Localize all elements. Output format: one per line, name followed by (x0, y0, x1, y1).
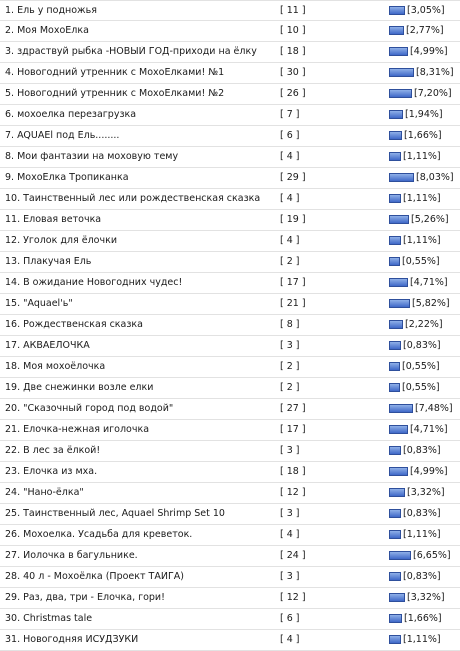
poll-option-votes: [ 17 ] (280, 277, 306, 288)
vote-share-bar (389, 278, 408, 287)
poll-option-label: 1. Ель у подножья (5, 5, 97, 16)
poll-option-percent: [1,11%] (403, 193, 441, 204)
poll-option-percent: [4,99%] (410, 466, 448, 477)
vote-share-bar (389, 215, 409, 224)
poll-option-row (0, 378, 460, 399)
vote-share-bar (389, 173, 414, 182)
poll-option-row (0, 336, 460, 357)
poll-option-bar-cell (389, 551, 411, 561)
vote-share-bar (389, 488, 405, 497)
poll-option-bar-cell (389, 320, 403, 330)
poll-option-label: 8. Мои фантазии на моховую тему (5, 151, 179, 162)
poll-option-percent: [0,83%] (403, 445, 441, 456)
poll-option-bar-cell (389, 467, 408, 477)
poll-option-row (0, 42, 460, 63)
poll-option-row (0, 210, 460, 231)
poll-option-row (0, 609, 460, 630)
vote-share-bar (389, 89, 412, 98)
poll-option-bar-cell (389, 89, 412, 99)
poll-option-row (0, 567, 460, 588)
poll-option-percent: [6,65%] (413, 550, 451, 561)
poll-option-percent: [7,20%] (414, 88, 452, 99)
poll-option-percent: [4,99%] (410, 46, 448, 57)
poll-option-label: 6. мохоелка перезагрузка (5, 109, 137, 120)
vote-share-bar (389, 551, 411, 560)
poll-option-bar-cell (389, 614, 402, 624)
poll-option-row (0, 147, 460, 168)
poll-option-bar-cell (389, 236, 401, 246)
poll-option-bar-cell (389, 194, 401, 204)
vote-share-bar (389, 257, 400, 266)
vote-share-bar (389, 152, 401, 161)
poll-option-label: 25. Таинственный лес, Aquael Shrimp Set 10 (5, 508, 225, 519)
poll-option-votes: [ 12 ] (280, 592, 306, 603)
poll-option-bar-cell (389, 173, 414, 183)
poll-option-row (0, 315, 460, 336)
poll-option-percent: [7,48%] (415, 403, 453, 414)
poll-option-votes: [ 8 ] (280, 319, 300, 330)
vote-share-bar (389, 425, 408, 434)
poll-option-bar-cell (389, 68, 414, 78)
vote-share-bar (389, 47, 408, 56)
poll-option-row (0, 525, 460, 546)
poll-option-percent: [4,71%] (410, 424, 448, 435)
poll-option-bar-cell (389, 215, 409, 225)
poll-option-percent: [8,03%] (416, 172, 454, 183)
vote-share-bar (389, 68, 414, 77)
vote-share-bar (389, 299, 410, 308)
poll-option-percent: [3,05%] (407, 5, 445, 16)
poll-option-percent: [2,22%] (405, 319, 443, 330)
vote-share-bar (389, 6, 405, 15)
poll-option-bar-cell (389, 425, 408, 435)
poll-option-label: 24. "Нано-ёлка" (5, 487, 84, 498)
poll-option-label: 23. Ёлочка из мха. (5, 466, 98, 477)
poll-option-label: 29. Раз, два, три - Ёлочка, гори! (5, 592, 165, 603)
poll-option-percent: [0,83%] (403, 508, 441, 519)
poll-option-votes: [ 30 ] (280, 67, 306, 78)
poll-option-bar-cell (389, 530, 401, 540)
poll-option-row (0, 420, 460, 441)
poll-option-votes: [ 3 ] (280, 571, 300, 582)
poll-option-label: 13. Плакучая Ель (5, 256, 92, 267)
poll-option-bar-cell (389, 299, 410, 309)
poll-option-bar-cell (389, 593, 405, 603)
poll-option-bar-cell (389, 47, 408, 57)
poll-option-label: 20. "Сказочный город под водой" (5, 403, 174, 414)
poll-option-percent: [0,55%] (402, 361, 440, 372)
poll-option-label: 12. Уголок для ёлочки (5, 235, 117, 246)
poll-option-bar-cell (389, 257, 400, 267)
poll-option-percent: [1,66%] (404, 130, 442, 141)
poll-option-votes: [ 7 ] (280, 109, 300, 120)
poll-option-votes: [ 18 ] (280, 466, 306, 477)
poll-option-percent: [0,83%] (403, 571, 441, 582)
poll-option-percent: [1,11%] (403, 529, 441, 540)
poll-option-percent: [1,66%] (404, 613, 442, 624)
poll-option-row (0, 504, 460, 525)
poll-option-bar-cell (389, 341, 401, 351)
poll-option-votes: [ 2 ] (280, 256, 300, 267)
poll-option-bar-cell (389, 26, 404, 36)
poll-option-bar-cell (389, 362, 400, 372)
poll-option-bar-cell (389, 131, 402, 141)
poll-option-percent: [1,11%] (403, 634, 441, 645)
poll-option-percent: [3,32%] (407, 592, 445, 603)
poll-option-row (0, 630, 460, 651)
poll-option-row (0, 483, 460, 504)
poll-option-votes: [ 3 ] (280, 340, 300, 351)
poll-option-bar-cell (389, 572, 401, 582)
poll-option-label: 10. Таинственный лес или рождественская сказка (5, 193, 261, 204)
vote-share-bar (389, 320, 403, 329)
poll-option-label: 11. Еловая веточка (5, 214, 102, 225)
poll-option-bar-cell (389, 446, 401, 456)
poll-option-votes: [ 3 ] (280, 508, 300, 519)
poll-option-votes: [ 4 ] (280, 529, 300, 540)
poll-option-label: 27. Йолочка в багульнике. (5, 550, 138, 561)
poll-option-row (0, 357, 460, 378)
poll-option-row (0, 0, 460, 21)
poll-option-percent: [1,11%] (403, 151, 441, 162)
poll-option-votes: [ 29 ] (280, 172, 306, 183)
poll-option-votes: [ 4 ] (280, 634, 300, 645)
poll-option-votes: [ 10 ] (280, 25, 306, 36)
poll-option-votes: [ 2 ] (280, 382, 300, 393)
poll-option-percent: [0,55%] (402, 256, 440, 267)
poll-option-percent: [2,77%] (406, 25, 444, 36)
vote-share-bar (389, 593, 405, 602)
vote-share-bar (389, 614, 402, 623)
poll-option-votes: [ 6 ] (280, 130, 300, 141)
poll-option-bar-cell (389, 635, 401, 645)
poll-option-percent: [5,82%] (412, 298, 450, 309)
poll-option-votes: [ 4 ] (280, 235, 300, 246)
poll-option-votes: [ 12 ] (280, 487, 306, 498)
poll-option-label: 5. Новогодний утренник с МохоЁлками! №2 (5, 88, 225, 99)
poll-option-label: 4. Новогодний утренник с МохоЁлками! №1 (5, 67, 225, 78)
poll-option-percent: [1,94%] (405, 109, 443, 120)
poll-option-votes: [ 17 ] (280, 424, 306, 435)
vote-share-bar (389, 341, 401, 350)
poll-option-label: 26. Мохоелка. Усадьба для креветок. (5, 529, 193, 540)
poll-option-bar-cell (389, 278, 408, 288)
poll-option-percent: [8,31%] (416, 67, 454, 78)
poll-option-row (0, 105, 460, 126)
poll-option-row (0, 399, 460, 420)
poll-option-bar-cell (389, 488, 405, 498)
poll-option-percent: [1,11%] (403, 235, 441, 246)
vote-share-bar (389, 110, 403, 119)
poll-option-votes: [ 27 ] (280, 403, 306, 414)
poll-option-bar-cell (389, 6, 405, 16)
poll-option-bar-cell (389, 509, 401, 519)
poll-option-label: 17. АКВАЁЛОЧКА (5, 340, 90, 351)
poll-option-row (0, 189, 460, 210)
poll-option-label: 21. Ёлочка-нежная иголочка (5, 424, 150, 435)
poll-option-votes: [ 26 ] (280, 88, 306, 99)
poll-option-label: 31. Новогодняя ИСУДЗУКИ (5, 634, 139, 645)
poll-option-bar-cell (389, 152, 401, 162)
poll-option-votes: [ 24 ] (280, 550, 306, 561)
poll-option-votes: [ 19 ] (280, 214, 306, 225)
vote-share-bar (389, 530, 401, 539)
poll-option-label: 19. Две снежинки возле елки (5, 382, 154, 393)
poll-option-row (0, 294, 460, 315)
poll-option-votes: [ 2 ] (280, 361, 300, 372)
poll-option-votes: [ 18 ] (280, 46, 306, 57)
poll-option-row (0, 84, 460, 105)
poll-option-votes: [ 6 ] (280, 613, 300, 624)
poll-option-row (0, 126, 460, 147)
poll-option-label: 9. МохоЕлка Тропиканка (5, 172, 129, 183)
poll-option-label: 16. Рождественская сказка (5, 319, 143, 330)
poll-option-row (0, 168, 460, 189)
poll-option-percent: [3,32%] (407, 487, 445, 498)
poll-option-label: 22. В лес за ёлкой! (5, 445, 101, 456)
poll-option-percent: [0,55%] (402, 382, 440, 393)
vote-share-bar (389, 26, 404, 35)
poll-option-label: 28. 40 л - Мохоёлка (Проект ТАЙГА) (5, 571, 184, 582)
poll-option-row (0, 546, 460, 567)
poll-option-row (0, 588, 460, 609)
poll-option-row (0, 462, 460, 483)
poll-option-votes: [ 21 ] (280, 298, 306, 309)
poll-option-label: 18. Моя мохоёлочка (5, 361, 106, 372)
poll-option-label: 3. здраствуй рыбка -НОВЫЙ ГОД-приходи на ёлку (5, 46, 257, 57)
vote-share-bar (389, 467, 408, 476)
poll-option-row (0, 441, 460, 462)
vote-share-bar (389, 131, 402, 140)
vote-share-bar (389, 509, 401, 518)
poll-option-row (0, 231, 460, 252)
poll-option-percent: [0,83%] (403, 340, 441, 351)
poll-option-votes: [ 3 ] (280, 445, 300, 456)
poll-option-percent: [5,26%] (411, 214, 449, 225)
poll-option-label: 30. Christmas tale (5, 613, 93, 624)
vote-share-bar (389, 404, 413, 413)
poll-option-label: 2. Моя МохоЁлка (5, 25, 89, 36)
poll-option-row (0, 63, 460, 84)
poll-option-row (0, 252, 460, 273)
poll-option-label: 7. AQUAEl под Ель........ (5, 130, 120, 141)
vote-share-bar (389, 362, 400, 371)
vote-share-bar (389, 635, 401, 644)
vote-share-bar (389, 236, 401, 245)
poll-option-votes: [ 4 ] (280, 193, 300, 204)
vote-share-bar (389, 383, 400, 392)
poll-option-label: 15. "Aquael'ь" (5, 298, 73, 309)
poll-option-percent: [4,71%] (410, 277, 448, 288)
poll-option-row (0, 21, 460, 42)
poll-option-votes: [ 4 ] (280, 151, 300, 162)
vote-share-bar (389, 446, 401, 455)
poll-option-row (0, 273, 460, 294)
poll-option-label: 14. В ожидание Новогодних чудес! (5, 277, 183, 288)
poll-option-votes: [ 11 ] (280, 5, 306, 16)
poll-option-bar-cell (389, 383, 400, 393)
vote-share-bar (389, 194, 401, 203)
vote-share-bar (389, 572, 401, 581)
poll-option-bar-cell (389, 404, 413, 414)
poll-option-bar-cell (389, 110, 403, 120)
